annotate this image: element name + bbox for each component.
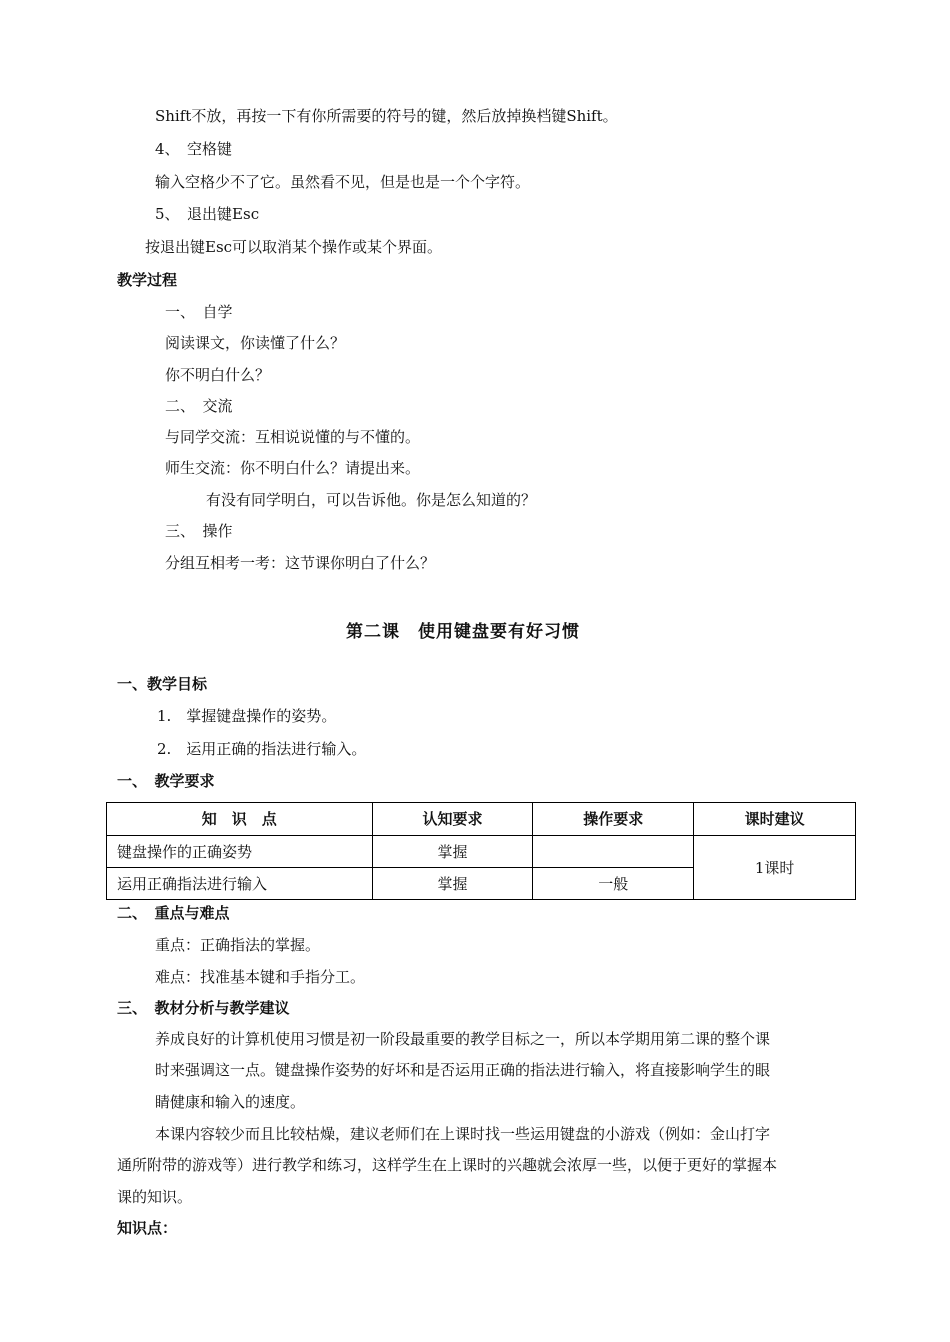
analysis-para-2-line-1: 本课内容较少而且比较枯燥，建议老师们在上课时找一些运用键盘的小游戏（例如：金山打字: [155, 1125, 771, 1143]
cell-cognitive: 掌握: [372, 868, 533, 900]
shift-instruction: Shift不放，再按一下有你所需要的符号的键，然后放掉换档键Shift。: [155, 107, 618, 125]
goal-2: 2. 运用正确的指法进行输入。: [157, 740, 367, 758]
table-header-row: [107, 803, 856, 836]
process-step-3-line-1: 分组互相考一考：这节课你明白了什么？: [165, 554, 436, 572]
process-heading: 教学过程: [117, 271, 178, 289]
cell-operation: [533, 836, 694, 868]
cell-operation: 一般: [533, 868, 694, 900]
knowledge-heading: 知识点：: [117, 1219, 178, 1237]
esc-key-desc: 按退出键Esc可以取消某个操作或某个界面。: [145, 238, 443, 256]
process-step-2: 二、 交流: [165, 397, 233, 415]
cell-cognitive: 掌握: [372, 836, 533, 868]
header-hours: 课时建议: [694, 803, 856, 836]
process-step-1-line-2: 你不明白什么？: [165, 366, 271, 384]
key-point: 重点：正确指法的掌握。: [155, 936, 321, 954]
goal-1: 1. 掌握键盘操作的姿势。: [157, 707, 337, 725]
analysis-para-1-line-1: 养成良好的计算机使用习惯是初一阶段最重要的教学目标之一，所以本学期用第二课的整个课: [155, 1030, 771, 1048]
requirements-heading: 一、 教学要求: [117, 772, 215, 790]
item-space-key: 4、 空格键: [155, 140, 233, 158]
header-operation-req: 操作要求: [533, 803, 694, 836]
cell-knowledge: 键盘操作的正确姿势: [107, 836, 373, 868]
analysis-para-1-line-2: 时来强调这一点。键盘操作姿势的好坏和是否运用正确的指法进行输入，将直接影响学生的眼: [155, 1061, 771, 1079]
process-step-1-line-1: 阅读课文，你读懂了什么？: [165, 334, 346, 352]
analysis-para-2-line-3: 课的知识。: [117, 1188, 193, 1206]
analysis-para-2-line-2: 通所附带的游戏等）进行教学和练习，这样学生在上课时的兴趣就会浓厚一些，以便于更好的掌握本: [117, 1156, 778, 1174]
process-step-2-line-1: 与同学交流：互相说说懂的与不懂的。: [165, 428, 421, 446]
process-step-2-line-2: 师生交流：你不明白什么？请提出来。: [165, 459, 421, 477]
analysis-para-1-line-3: 睛健康和输入的速度。: [155, 1093, 306, 1111]
space-key-desc: 输入空格少不了它。虽然看不见，但是也是一个个字符。: [155, 173, 531, 191]
process-step-1: 一、 自学: [165, 303, 233, 321]
process-step-2-line-3: 有没有同学明白，可以告诉他。你是怎么知道的？: [206, 491, 537, 509]
cell-knowledge: 运用正确指法进行输入: [107, 868, 373, 900]
lesson-title: 第二课 使用键盘要有好习惯: [346, 622, 580, 642]
item-esc-key: 5、 退出键Esc: [155, 205, 260, 223]
hard-point: 难点：找准基本键和手指分工。: [155, 968, 366, 986]
cell-hours: 1课时: [694, 836, 856, 900]
process-step-3: 三、 操作: [165, 522, 233, 540]
header-cognitive-req: 认知要求: [372, 803, 533, 836]
key-points-heading: 二、 重点与难点: [117, 904, 230, 922]
goals-heading: 一、教学目标: [117, 675, 208, 693]
analysis-heading: 三、 教材分析与教学建议: [117, 999, 290, 1017]
table-row: [107, 836, 856, 868]
header-knowledge-point: 知 识 点: [107, 803, 373, 836]
requirements-table: [106, 802, 856, 900]
